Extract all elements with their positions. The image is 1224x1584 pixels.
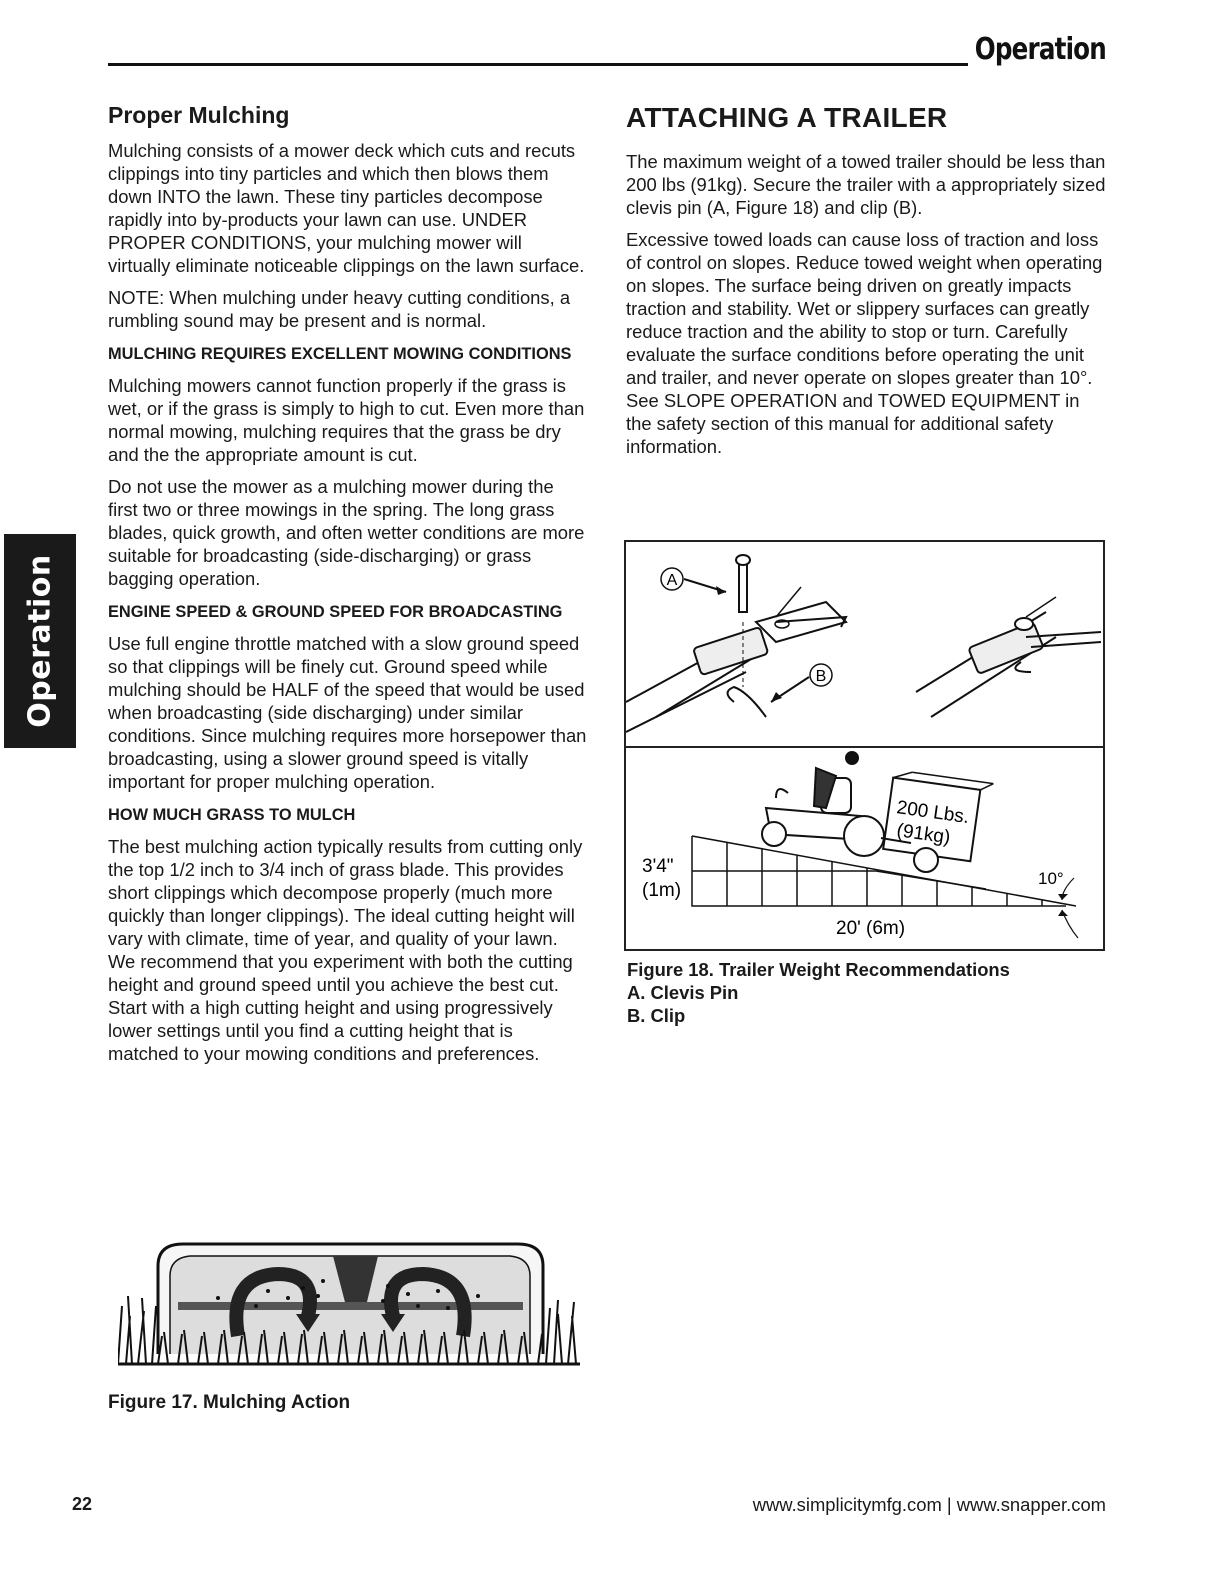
length-label: 20' (6m)	[836, 918, 906, 939]
mulching-action-figure	[118, 1236, 580, 1366]
side-tab-label: Operation	[22, 554, 58, 728]
mulching-paragraph-5: Use full engine throttle matched with a slow ground speed so that clippings will be finely cut. Ground speed while mulching should be HALF of the speed that would be used when broadcasting (side discharging) under similar conditions. Since mulching requires more horsepower than broadcasting, using a slower ground speed is vitally important for proper mulching operation.	[108, 633, 587, 792]
figure-18-item-b: B. Clip	[627, 1005, 686, 1026]
figure-18-title: Figure 18. Trailer Weight Recommendations	[627, 959, 1010, 980]
height-m-label: (1m)	[642, 880, 682, 901]
mulching-paragraph-4: Do not use the mower as a mulching mower during the first two or three mowings in the spring. The long grass blades, quick growth, and often wetter conditions are more suitable for broadcasting (side-discharging) or grass bagging operation.	[108, 476, 585, 589]
subheading-engine-speed: ENGINE SPEED & GROUND SPEED FOR BROADCASTING	[108, 603, 563, 621]
trailer-paragraph-1: The maximum weight of a towed trailer should be less than 200 lbs (91kg). Secure the trailer with a appropriately sized clevis pin (A, Figure 18) and clip (B).	[626, 151, 1106, 218]
clevis-pin-diagram	[626, 542, 1103, 746]
header-rule	[108, 63, 968, 66]
figure-17-caption: Figure 17. Mulching Action	[108, 1392, 351, 1413]
footer-url: www.simplicitymfg.com | www.snapper.com	[752, 1494, 1106, 1515]
trailer-paragraph-2: Excessive towed loads can cause loss of traction and loss of control on slopes. Reduce towed weight when operating on slopes. The surface being driven on greatly impacts traction and stability. Wet or slippery surfaces can greatly reduce traction and the ability to stop or turn. Carefully evaluate the surface conditions before operating the unit and trailer, and never operate on slopes greater than 10°. See SLOPE OPERATION and TOWED EQUIPMENT in the safety section of this manual for additional safety information.	[626, 229, 1103, 457]
page-number: 22	[72, 1494, 93, 1514]
proper-mulching-heading: Proper Mulching	[108, 102, 290, 128]
slope-weight-diagram	[626, 748, 1103, 951]
angle-label: 10°	[1038, 869, 1064, 888]
weight-lbs-label: 200 Lbs.	[895, 797, 971, 829]
height-ft-label: 3'4"	[642, 856, 674, 877]
left-column	[108, 102, 588, 1074]
mulching-paragraph-1: Mulching consists of a mower deck which cuts and recuts clippings into tiny particles and which then blows them down INTO the lawn. These tiny particles decompose rapidly into by-products your lawn can use. UNDER PROPER CONDITIONS, your mulching mower will virtually eliminate noticeable clippings on the lawn surface.	[108, 140, 585, 276]
trailer-weight-figure	[624, 540, 1105, 951]
side-section-tab	[4, 534, 76, 748]
subheading-how-much-grass: HOW MUCH GRASS TO MULCH	[108, 806, 356, 824]
subheading-mowing-conditions: MULCHING REQUIRES EXCELLENT MOWING CONDITIONS	[108, 345, 572, 363]
mulching-note: NOTE: When mulching under heavy cutting conditions, a rumbling sound may be present and is normal.	[108, 287, 571, 331]
mulching-paragraph-6: The best mulching action typically results from cutting only the top 1/2 inch to 3/4 inch of grass blade. This provides short clippings which decompose properly (much more quickly than longer clippings). The ideal cutting height will vary with climate, time of year, and quality of your lawn. We recommend that you experiment with both the cutting height and ground speed until you achieve the best cut. Start with a high cutting height and using progressively lower settings until you find a cutting height that is matched to your mowing conditions and preferences.	[108, 836, 583, 1064]
label-b: B	[815, 668, 827, 685]
attaching-trailer-heading: ATTACHING A TRAILER	[626, 102, 948, 133]
page-section-title: Operation	[974, 32, 1106, 67]
right-column	[626, 102, 1110, 467]
mulching-paragraph-3: Mulching mowers cannot function properly if the grass is wet, or if the grass is simply to high to cut. Even more than normal mowing, mulching requires that the grass be dry and the the appropriate amount is cut.	[108, 375, 585, 465]
figure-18-item-a: A. Clevis Pin	[627, 982, 739, 1003]
label-a: A	[666, 572, 678, 589]
figure-18-caption	[627, 958, 1010, 1027]
weight-kg-label: (91kg)	[895, 820, 952, 849]
